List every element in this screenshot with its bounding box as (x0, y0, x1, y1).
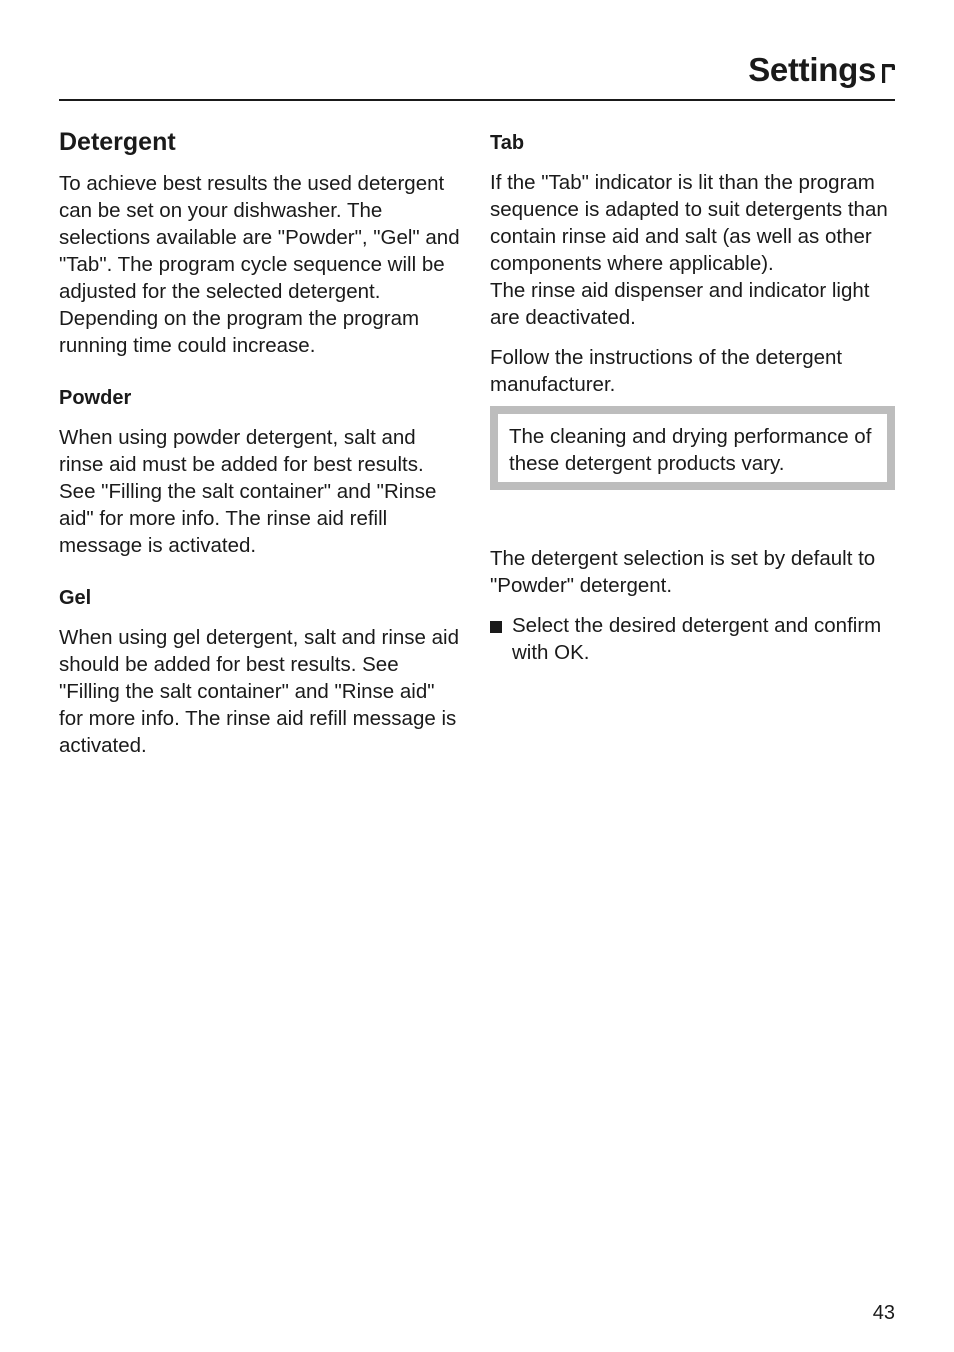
instruction-list-item (490, 612, 895, 666)
default-setting-paragraph: The detergent selection is set by default to "Powder" detergent. (490, 547, 876, 597)
subheading-powder: Powder (59, 387, 132, 409)
powder-paragraph: When using powder detergent, salt and rinse aid must be added for best results. See "Filling the salt container" and "Rinse aid" for more info. The rinse aid refill message is activated. (59, 426, 437, 557)
page-title: Settings (748, 51, 876, 88)
tab-paragraph: If the "Tab" indicator is lit than the program sequence is adapted to suit detergents than contain rinse aid and salt (as well as other components where applicable). (490, 171, 888, 275)
follow-instructions-paragraph: Follow the instructions of the detergent manufacturer. (490, 346, 843, 396)
instruction-text: Select the desired detergent and confirm with OK. (512, 614, 882, 664)
gel-paragraph: When using gel detergent, salt and rinse aid should be added for best results. See "Filling the salt container" and "Rinse aid" for more info. The rinse aid refill message is activated. (59, 626, 460, 757)
header-divider (59, 99, 895, 101)
page-header (748, 48, 895, 92)
left-column (59, 124, 464, 772)
flag-marker-icon (882, 61, 895, 83)
page-number: 43 (872, 1302, 895, 1324)
right-column (490, 124, 895, 666)
intro-paragraph: To achieve best results the used detergent can be set on your dishwasher. The selections available are "Powder", "Gel" and "Tab". The program cycle sequence will be adjusted for the selected detergent. Depending on the program the program running time could increase. (59, 172, 460, 357)
square-bullet-icon (490, 621, 502, 633)
tab-paragraph-2: The rinse aid dispenser and indicator light are deactivated. (490, 279, 870, 329)
note-box (490, 406, 895, 490)
subheading-tab: Tab (490, 132, 525, 154)
subheading-gel: Gel (59, 587, 92, 609)
section-heading-detergent: Detergent (59, 128, 176, 156)
note-text: The cleaning and drying performance of these detergent products vary. (509, 425, 872, 475)
